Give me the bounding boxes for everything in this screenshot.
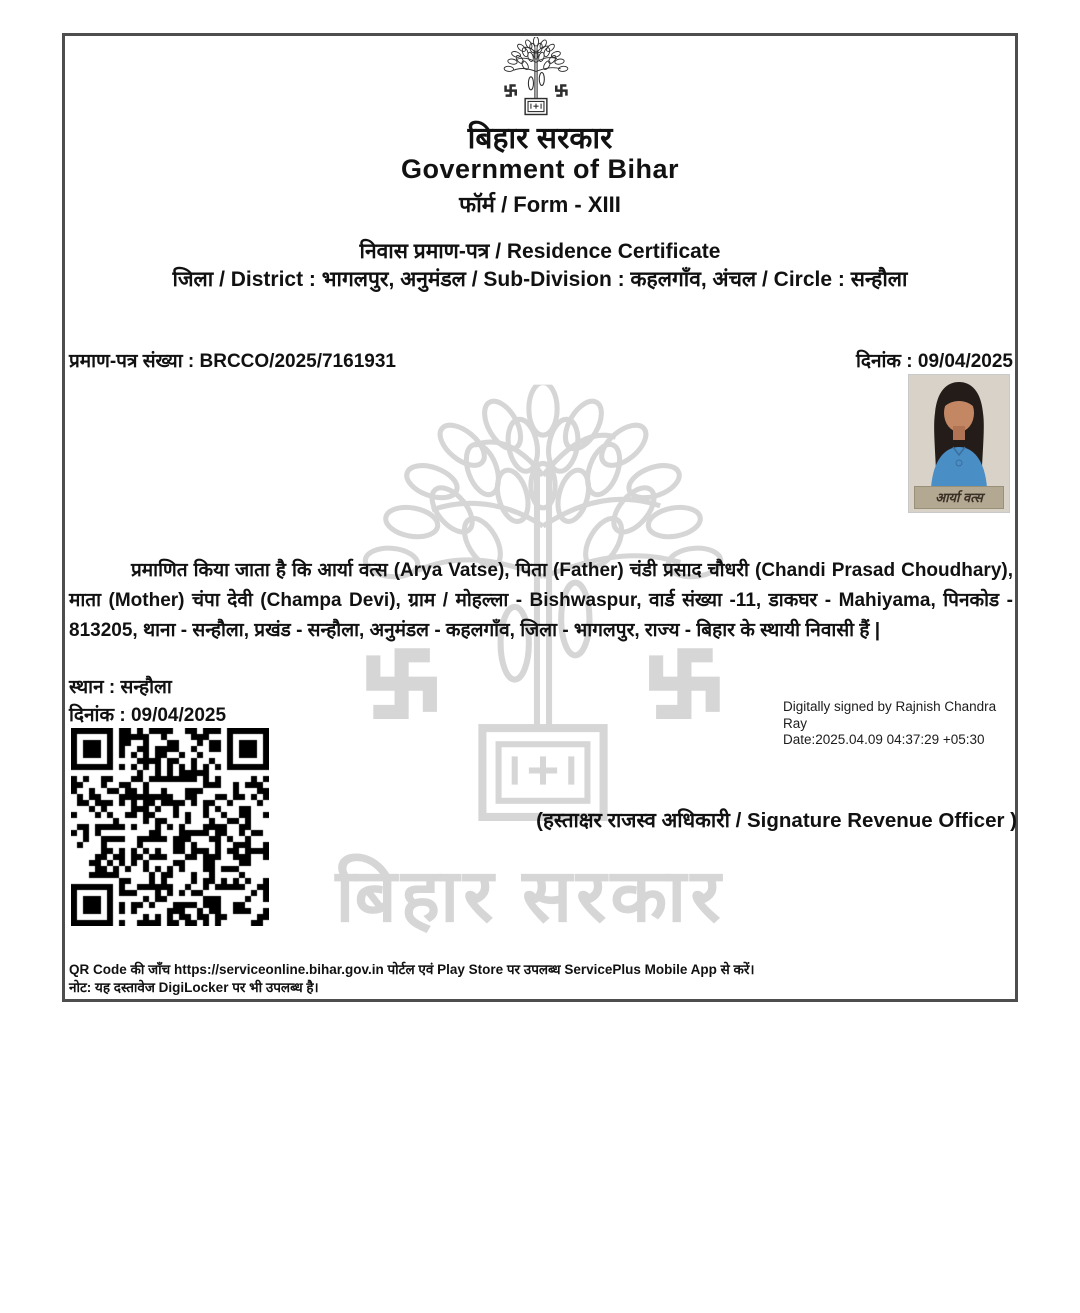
watermark-text: बिहार सरकार xyxy=(335,854,725,937)
org-name-hindi: बिहार सरकार xyxy=(467,122,613,155)
photo-caption: आर्या वत्स xyxy=(914,486,1004,509)
applicant-photo xyxy=(908,374,1010,513)
certificate-body-paragraph: प्रमाणित किया जाता है कि आर्या वत्स (Arya Vatse), पिता (Father) चंडी प्रसाद चौधरी (Chandi Prasad Choudhary), माता (Mother) चंपा देवी (Champa Devi), ग्राम / मोहल्ला - Bishwaspur, वार्ड संख्या -11, डाकघर - Mahiyama, पिनकोड - 813205, थाना - सन्हौला, प्रखंड - सन्हौला, अनुमंडल - कहलगाँव, जिला - भागलपुर, राज्य - बिहार के स्थायी निवासी हैं | xyxy=(69,560,1013,641)
footer-digilocker-note: नोट: यह दस्तावेज DigiLocker पर भी उपलब्ध है। xyxy=(69,979,319,995)
digital-signature-line2: Date:2025.04.09 04:37:29 +05:30 xyxy=(783,732,985,747)
jurisdiction-line: जिला / District : भागलपुर, अनुमंडल / Sub-Division : कहलगाँव, अंचल / Circle : सन्हौला xyxy=(172,268,908,291)
issue-date-top: दिनांक : 09/04/2025 xyxy=(855,351,1013,372)
signature-officer-label: (हस्ताक्षर राजस्व अधिकारी / Signature Revenue Officer ) xyxy=(536,809,1017,832)
certificate-content xyxy=(65,36,1015,999)
form-number: फॉर्म / Form - XIII xyxy=(459,192,621,217)
issue-place: स्थान : सन्हौला xyxy=(69,677,172,698)
certificate-frame xyxy=(62,33,1018,1002)
issue-date: दिनांक : 09/04/2025 xyxy=(69,705,227,726)
digital-signature-block xyxy=(783,699,1023,749)
footer-notes xyxy=(69,961,1013,996)
bihar-emblem-icon xyxy=(497,37,575,121)
applicant-portrait-image xyxy=(909,375,1009,488)
certificate-number: प्रमाण-पत्र संख्या : BRCCO/2025/7161931 xyxy=(69,351,396,372)
meta-row xyxy=(69,347,1013,373)
qr-code-image xyxy=(71,728,269,926)
digital-signature-line1: Digitally signed by Rajnish Chandra Ray xyxy=(783,699,997,731)
document-title: निवास प्रमाण-पत्र / Residence Certificate xyxy=(359,240,721,263)
footer-qr-note: QR Code की जाँच https://serviceonline.bihar.gov.in पोर्टल एवं Play Store पर उपलब्ध ServicePlus Mobile App से करें। xyxy=(69,962,755,977)
org-name-english: Government of Bihar xyxy=(400,154,680,184)
